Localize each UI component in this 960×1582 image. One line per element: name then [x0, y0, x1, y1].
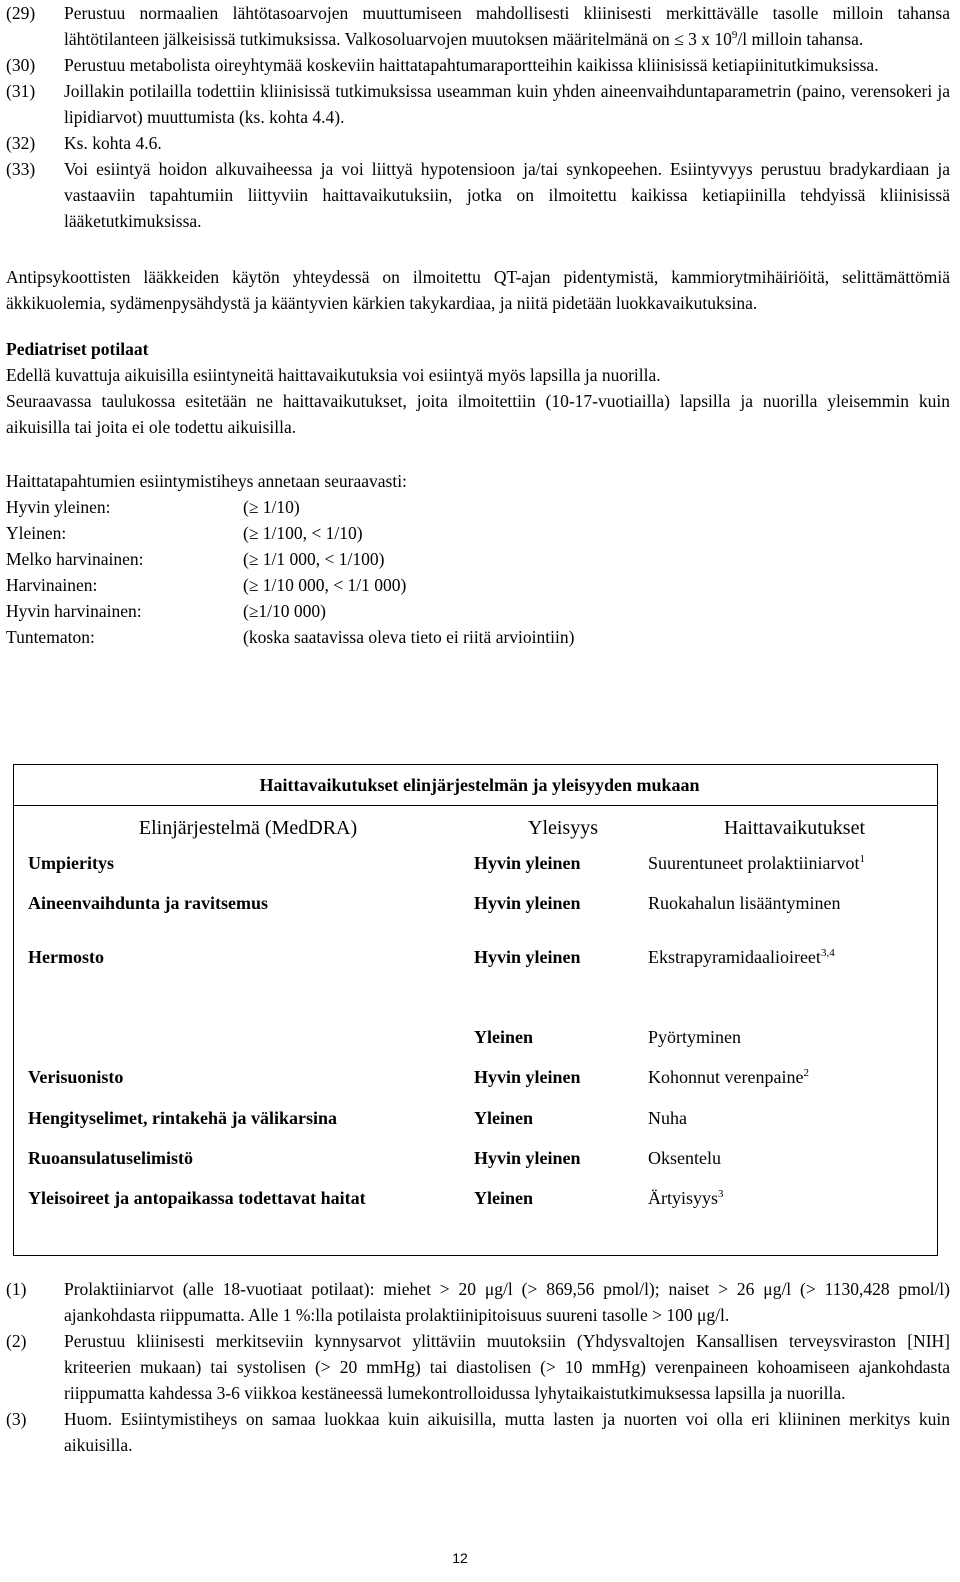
table-row — [14, 890, 938, 944]
note-text-tail: /l milloin tahansa. — [737, 29, 864, 49]
table-row — [14, 1105, 938, 1145]
frequency-cell: Yleinen — [474, 1185, 644, 1255]
frequency-cell: Hyvin yleinen — [474, 853, 581, 873]
reaction-text: Pyörtyminen — [648, 1027, 741, 1047]
frequency-label: Hyvin harvinainen: — [6, 601, 142, 621]
reaction-cell — [644, 944, 938, 1024]
frequency-value: (≥ 1/100, < 1/10) — [243, 523, 363, 543]
reaction-text: Nuha — [648, 1108, 687, 1128]
reaction-cell — [644, 1145, 938, 1185]
note-text: Huom. Esiintymistiheys on samaa luokkaa kuin aikuisilla, mutta lasten ja nuorten voi olla eri kliininen merkitys kuin aikuisilla. — [64, 1409, 950, 1455]
frequency-row — [6, 572, 950, 598]
superscript: 3,4 — [820, 947, 835, 959]
superscript: 2 — [803, 1067, 809, 1079]
note-33 — [6, 156, 950, 234]
organ-cell: Verisuonisto — [14, 1064, 475, 1105]
superscript: 1 — [859, 853, 865, 865]
header-organ: Elinjärjestelmä (MedDRA) — [14, 806, 475, 851]
note-text: Prolaktiiniarvot (alle 18-vuotiaat potilaat): miehet > 20 μg/l (> 869,56 pmol/l); naiset > 26 μg/l (> 1130,428 pmol/l) ajankohdasta riippumatta. Alle 1 %:lla potilaista prolaktiinipitoisuus suureni tasolle > 100 μg/l. — [64, 1279, 950, 1325]
organ-cell: Ruoansulatuselimistö — [14, 1145, 475, 1185]
pediatric-heading: Pediatriset potilaat — [6, 339, 149, 359]
table-row — [14, 1064, 938, 1105]
frequency-row — [6, 546, 950, 572]
frequency-cell: Hyvin yleinen — [474, 893, 581, 913]
reaction-cell — [644, 1064, 938, 1105]
frequency-intro: Haittatapahtumien esiintymistiheys annetaan seuraavasti: — [6, 471, 407, 491]
antipsychotic-paragraph: Antipsykoottisten lääkkeiden käytön yhteydessä on ilmoitettu QT-ajan pidentymistä, kammiorytmihäiriöitä, selittämättömiä äkkikuolemia, sydämenpysähdystä ja kääntyvien kärkien takykardiaa, ja niitä pidetään luokkavaikutuksina. — [6, 267, 950, 313]
page-number: 12 — [452, 1550, 468, 1566]
note-31 — [6, 78, 950, 130]
header-reactions: Haittavaikutukset — [644, 806, 938, 851]
reaction-text: Ärtyisyys — [648, 1188, 719, 1208]
frequency-row — [6, 598, 950, 624]
note-text: Joillakin potilailla todettiin kliinisissä tutkimuksissa useamman kuin yhden aineenvaihduntaparametrin (paino, verensokeri ja lipidiarvot) muuttumista (ks. kohta 4.4). — [64, 81, 950, 127]
note-text-main: Perustuu normaalien lähtötasoarvojen muuttumiseen mahdollisesti kliinisesti merkittävälle tasolle milloin tahansa lähtötilanteen jälkeisissä tutkimuksissa. Valkosoluarvojen muutoksen määritelmänä on ≤ 3 x 10 — [64, 3, 950, 49]
pediatric-paragraph-1: Edellä kuvattuja aikuisilla esiintyneitä haittavaikutuksia voi esiintyä myös lapsilla ja nuorilla. — [6, 365, 661, 385]
reaction-cell — [644, 890, 938, 944]
table-title: Haittavaikutukset elinjärjestelmän ja yleisyyden mukaan — [14, 765, 938, 806]
organ-cell: Hermosto — [14, 944, 475, 1024]
superscript: 3 — [718, 1188, 724, 1200]
footnote-1 — [6, 1276, 950, 1328]
note-30 — [6, 52, 950, 78]
frequency-row — [6, 520, 950, 546]
header-frequency: Yleisyys — [528, 817, 598, 839]
frequency-cell: Yleinen — [474, 1027, 534, 1047]
notes-bottom — [6, 1276, 950, 1458]
frequency-label: Hyvin yleinen: — [6, 497, 111, 517]
reaction-cell — [644, 1024, 938, 1064]
notes-top — [6, 0, 950, 234]
superscript: 9 — [731, 29, 738, 41]
note-text: Ks. kohta 4.6. — [64, 133, 162, 153]
frequency-value: (≥ 1/10) — [243, 497, 300, 517]
table-row — [14, 944, 938, 1024]
frequency-row — [6, 494, 950, 520]
note-text: Voi esiintyä hoidon alkuvaiheessa ja voi liittyä hypotensioon ja/tai synkopeehen. Esiintyvyys perustuu bradykardiaan ja vastaaviin tapahtumiin liittyviin haittavaikutuksiin, jotka on ilmoitettu kaikissa ketiapiinilla tehdyissä kliinisissä lääketutkimuksissa. — [64, 159, 950, 231]
table-row — [14, 1024, 938, 1064]
frequency-value: (koska saatavissa oleva tieto ei riitä arviointiin) — [243, 627, 575, 647]
note-text: Perustuu metabolista oireyhtymää koskeviin haittatapahtumaraportteihin kaikissa kliinisissä ketiapiinitutkimuksissa. — [64, 55, 879, 75]
table-row — [14, 1185, 938, 1255]
frequency-label: Melko harvinainen: — [6, 549, 144, 569]
pediatric-paragraph-2: Seuraavassa taulukossa esitetään ne haittavaikutukset, joita ilmoitettiin (10-17-vuotiailla) lapsilla ja nuorilla yleisemmin kuin aikuisilla tai joita ei ole todettu aikuisilla. — [6, 391, 950, 437]
table-title-row — [14, 765, 938, 806]
frequency-label: Yleinen: — [6, 523, 67, 543]
note-number: (3) — [6, 1409, 27, 1429]
organ-cell: Umpieritys — [14, 850, 475, 890]
frequency-value: (≥1/10 000) — [243, 601, 326, 621]
table-row — [14, 850, 938, 890]
frequency-label: Harvinainen: — [6, 575, 98, 595]
note-text: Perustuu kliinisesti merkitseviin kynnysarvot ylittäviin muutoksiin (Yhdysvaltojen Kansallisen terveysviraston [NIH] kriteerien mukaan) tai systolisen (> 20 mmHg) tai diastolisen (> 10 mmHg) verenpaineen kohoamiseen ajankohdasta riippumatta kahdessa 3-6 viikkoa kestäneessä lumekontrolloidussa lyhytaikaistutkimuksessa lapsilla ja nuorilla. — [64, 1331, 950, 1403]
reaction-cell — [644, 1105, 938, 1145]
reaction-text: Ekstrapyramidaalioireet — [648, 947, 821, 967]
document-page — [6, 0, 950, 650]
reaction-cell — [644, 850, 938, 890]
organ-cell: Hengityselimet, rintakehä ja välikarsina — [14, 1105, 475, 1145]
reaction-text: Suurentuneet prolaktiiniarvot — [648, 853, 860, 873]
reaction-text: Ruokahalun lisääntyminen — [648, 893, 841, 913]
frequency-cell: Hyvin yleinen — [474, 1067, 581, 1087]
note-number: (30) — [6, 55, 36, 75]
reaction-text: Oksentelu — [648, 1148, 721, 1168]
adverse-reactions-table — [13, 764, 938, 1256]
note-number: (2) — [6, 1331, 27, 1351]
organ-cell: Yleisoireet ja antopaikassa todettavat haitat — [14, 1185, 475, 1255]
frequency-cell: Yleinen — [474, 1108, 534, 1128]
frequency-block — [6, 468, 950, 650]
footnote-2 — [6, 1328, 950, 1406]
footnote-3 — [6, 1406, 950, 1458]
frequency-value: (≥ 1/10 000, < 1/1 000) — [243, 575, 407, 595]
note-number: (1) — [6, 1279, 27, 1299]
organ-cell: Aineenvaihdunta ja ravitsemus — [14, 890, 475, 944]
frequency-cell: Hyvin yleinen — [474, 947, 581, 967]
note-32 — [6, 130, 950, 156]
note-29 — [6, 0, 950, 52]
reaction-cell — [644, 1185, 938, 1255]
note-number: (31) — [6, 81, 36, 101]
note-number: (29) — [6, 3, 36, 23]
frequency-value: (≥ 1/1 000, < 1/100) — [243, 549, 385, 569]
organ-cell — [14, 1024, 475, 1064]
note-number: (32) — [6, 133, 36, 153]
note-text — [64, 0, 950, 52]
frequency-label: Tuntematon: — [6, 627, 95, 647]
frequency-cell: Hyvin yleinen — [474, 1148, 581, 1168]
table-header-row — [14, 806, 938, 851]
reaction-text: Kohonnut verenpaine — [648, 1067, 804, 1087]
table-row — [14, 1145, 938, 1185]
frequency-row — [6, 624, 950, 650]
note-number: (33) — [6, 159, 36, 179]
